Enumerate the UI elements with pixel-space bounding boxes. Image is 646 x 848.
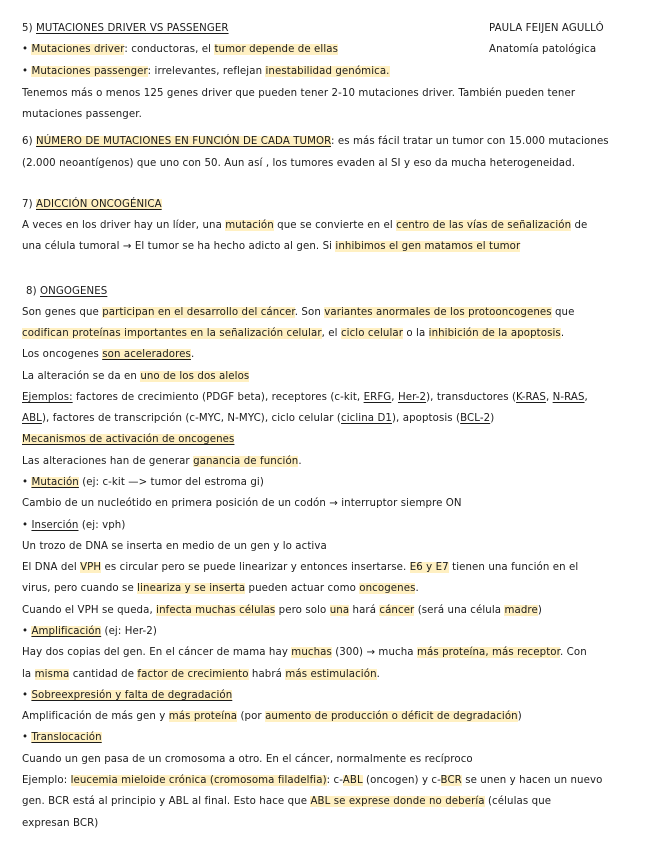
note-text: o la xyxy=(403,328,429,339)
highlighted-text: BCL-2 xyxy=(460,413,491,424)
note-line xyxy=(22,391,588,405)
highlighted-text: ciclo celular xyxy=(340,328,404,339)
highlighted-text: inhibimos el gen matamos el tumor xyxy=(335,241,521,252)
note-line xyxy=(22,370,249,384)
highlighted-text: mutación xyxy=(225,220,274,231)
note-line xyxy=(22,157,575,171)
note-line xyxy=(22,795,551,809)
note-text: . xyxy=(190,349,195,360)
note-line xyxy=(22,519,125,533)
note-text: • xyxy=(22,690,32,701)
highlighted-text: K-RAS xyxy=(516,392,546,403)
highlighted-text: ganancia de función xyxy=(193,456,299,467)
highlighted-text: Amplificación xyxy=(31,626,102,637)
note-line xyxy=(22,240,520,254)
note-line xyxy=(22,497,462,511)
note-line xyxy=(22,710,522,724)
note-text: , xyxy=(584,392,588,403)
highlighted-text: Mecanismos de activación de oncogenes xyxy=(22,434,235,445)
highlighted-text: Mutaciones passenger xyxy=(31,66,148,77)
note-text: Cuando un gen pasa de un cromosoma a otro. En el cáncer, normalmente es recíproco xyxy=(22,754,473,765)
note-text: ) xyxy=(537,605,542,616)
note-text: . Con xyxy=(559,647,587,658)
highlighted-text: participan en el desarrollo del cáncer xyxy=(102,307,295,318)
note-text: 5) xyxy=(22,23,36,34)
highlighted-text: ABL se exprese donde no debería xyxy=(310,796,485,807)
note-text: (será una célula xyxy=(414,605,505,616)
highlighted-text: una xyxy=(329,605,350,616)
note-text: ), factores de transcripción (c-MYC, N-MYC), ciclo celular ( xyxy=(41,413,342,424)
note-line xyxy=(22,198,162,212)
note-text: Las alteraciones han de generar xyxy=(22,456,194,467)
note-line xyxy=(22,306,575,320)
highlighted-text: centro de las vías de señalización xyxy=(396,220,572,231)
note-text: : irrelevantes, reflejan xyxy=(147,66,266,77)
note-text: • xyxy=(22,44,32,55)
note-line xyxy=(22,817,98,831)
highlighted-text: Ejemplos: xyxy=(22,392,73,403)
note-text: Tenemos más o menos 125 genes driver que pueden tener 2-10 mutaciones driver. También pueden tener xyxy=(22,88,576,99)
highlighted-text: cáncer xyxy=(379,605,415,616)
highlighted-text: variantes anormales de los protooncogenes xyxy=(324,307,552,318)
note-line xyxy=(22,108,142,122)
note-text: una célula tumoral → El tumor se ha hecho adicto al gen. Si xyxy=(22,241,336,252)
highlighted-text: infecta muchas células xyxy=(156,605,276,616)
note-text: Cuando el VPH se queda, xyxy=(22,605,157,616)
highlighted-text: lineariza y se inserta xyxy=(137,583,246,594)
note-line xyxy=(22,731,102,745)
note-text: tienen una función en el xyxy=(448,562,579,573)
highlighted-text: Translocación xyxy=(31,732,102,743)
highlighted-text: BCR xyxy=(440,775,462,786)
note-line xyxy=(22,348,194,362)
note-text: El DNA del xyxy=(22,562,81,573)
note-line xyxy=(22,689,232,703)
note-line xyxy=(22,646,587,660)
note-text: Cambio de un nucleótido en primera posición de un codón → interruptor siempre ON xyxy=(22,498,462,509)
highlighted-text: misma xyxy=(34,669,70,680)
note-text: (ej: c-kit —> tumor del estroma gi) xyxy=(78,477,264,488)
note-line xyxy=(22,43,338,57)
note-line xyxy=(22,412,494,426)
highlighted-text: más proteína xyxy=(168,711,238,722)
note-text: • xyxy=(22,66,32,77)
note-text: mutaciones passenger. xyxy=(22,109,142,120)
note-text: (por xyxy=(237,711,266,722)
note-text: (oncogen) y c- xyxy=(362,775,441,786)
note-text: la xyxy=(22,669,35,680)
note-text: . xyxy=(560,328,565,339)
highlighted-text: ONGOGENES xyxy=(40,286,108,297)
highlighted-text: más proteína, más receptor xyxy=(416,647,560,658)
highlighted-text: factor de crecimiento xyxy=(137,669,249,680)
note-text: Ejemplo: xyxy=(22,775,71,786)
highlighted-text: Her-2 xyxy=(397,392,427,403)
note-text: virus, pero cuando se xyxy=(22,583,138,594)
note-line xyxy=(22,476,264,490)
note-text: . Son xyxy=(294,307,325,318)
note-text: • xyxy=(22,477,32,488)
highlighted-text: uno de los dos alelos xyxy=(140,371,250,382)
note-line xyxy=(22,582,419,596)
note-text: : c- xyxy=(326,775,343,786)
note-text: pero solo xyxy=(275,605,330,616)
note-text: (ej: Her-2) xyxy=(101,626,157,637)
note-text: Hay dos copias del gen. En el cáncer de mama hay xyxy=(22,647,292,658)
note-text: habrá xyxy=(248,669,286,680)
note-text: Amplificación de más gen y xyxy=(22,711,169,722)
note-line xyxy=(22,561,578,575)
note-text: pueden actuar como xyxy=(245,583,360,594)
note-text: (células que xyxy=(484,796,552,807)
note-line xyxy=(22,219,587,233)
note-text: 6) xyxy=(22,136,36,147)
note-text: . xyxy=(298,456,302,467)
note-text: 7) xyxy=(22,199,36,210)
note-text: expresan BCR) xyxy=(22,818,99,829)
note-text: es circular pero se puede linearizar y entonces insertarse. xyxy=(101,562,410,573)
note-text: A veces en los driver hay un líder, una xyxy=(22,220,226,231)
note-line xyxy=(22,455,302,469)
highlighted-text: muchas xyxy=(291,647,332,658)
highlighted-text: inestabilidad genómica. xyxy=(265,66,390,77)
note-line xyxy=(22,668,380,682)
note-text: que se convierte en el xyxy=(273,220,397,231)
note-line xyxy=(26,285,107,299)
highlighted-text: N-RAS xyxy=(552,392,585,403)
note-text: • xyxy=(22,520,32,531)
highlighted-text: leucemia mieloide crónica (cromosoma filadelfia) xyxy=(70,775,327,786)
note-text: que xyxy=(551,307,575,318)
note-text: , xyxy=(545,392,553,403)
note-line xyxy=(22,774,602,788)
note-text: (2.000 neoantígenos) que uno con 50. Aun así , los tumores evaden al SI y eso da mucha heterogeneidad. xyxy=(22,158,576,169)
highlighted-text: codifican proteínas importantes en la señalización celular xyxy=(22,328,322,339)
highlighted-text: VPH xyxy=(80,562,102,573)
highlighted-text: ABL xyxy=(22,413,42,424)
subject-name: Anatomía patológica xyxy=(489,44,597,55)
note-text: • xyxy=(22,626,32,637)
highlighted-text: Inserción xyxy=(31,520,79,531)
note-line xyxy=(22,753,473,767)
highlighted-text: aumento de producción o déficit de degradación xyxy=(265,711,518,722)
highlighted-text: madre xyxy=(504,605,538,616)
note-text: ) xyxy=(517,711,522,722)
note-text: (300) → mucha xyxy=(331,647,417,658)
note-line xyxy=(22,65,390,79)
highlighted-text: Mutaciones driver xyxy=(31,44,125,55)
note-line xyxy=(22,327,564,341)
highlighted-text: E6 y E7 xyxy=(409,562,449,573)
note-line xyxy=(22,135,609,149)
highlighted-text: MUTACIONES DRIVER VS PASSENGER xyxy=(36,23,229,34)
note-text: , el xyxy=(321,328,341,339)
highlighted-text: inhibición de la apoptosis xyxy=(428,328,561,339)
note-text: ) xyxy=(490,413,495,424)
highlighted-text: oncogenes xyxy=(359,583,416,594)
highlighted-text: son aceleradores xyxy=(102,349,191,360)
note-line xyxy=(22,540,327,554)
note-text: . xyxy=(376,669,380,680)
author-name: PAULA FEIJEN AGULLÓ xyxy=(489,23,604,34)
note-line xyxy=(22,433,234,447)
note-text: factores de crecimiento (PDGF beta), receptores (c-kit, xyxy=(72,392,364,403)
highlighted-text: ciclina D1 xyxy=(341,413,392,424)
note-text: Los oncogenes xyxy=(22,349,103,360)
note-text: ), apoptosis ( xyxy=(391,413,461,424)
highlighted-text: ADICCIÓN ONCOGÉNICA xyxy=(36,199,162,210)
highlighted-text: más estimulación xyxy=(285,669,377,680)
note-text: se unen y hacen un nuevo xyxy=(461,775,603,786)
note-line xyxy=(22,604,542,618)
note-text: (ej: vph) xyxy=(78,520,126,531)
note-text: cantidad de xyxy=(69,669,138,680)
note-text: : es más fácil tratar un tumor con 15.000 mutaciones xyxy=(330,136,609,147)
note-text: . xyxy=(415,583,419,594)
highlighted-text: ERFG xyxy=(363,392,392,403)
highlighted-text: NÚMERO DE MUTACIONES EN FUNCIÓN DE CADA TUMOR xyxy=(36,136,331,147)
note-text: Son genes que xyxy=(22,307,103,318)
note-text: hará xyxy=(349,605,380,616)
highlighted-text: ABL xyxy=(342,775,363,786)
note-text: de xyxy=(571,220,588,231)
note-text: : conductoras, el xyxy=(124,44,215,55)
note-text: La alteración se da en xyxy=(22,371,141,382)
note-line xyxy=(22,625,157,639)
note-text: 8) xyxy=(26,286,40,297)
note-text: ), transductores ( xyxy=(426,392,517,403)
note-text: gen. BCR está al principio y ABL al final. Esto hace que xyxy=(22,796,311,807)
note-text: • xyxy=(22,732,32,743)
highlighted-text: Sobreexpresión y falta de degradación xyxy=(31,690,233,701)
highlighted-text: Mutación xyxy=(31,477,79,488)
note-line xyxy=(22,87,575,101)
note-text: Un trozo de DNA se inserta en medio de un gen y lo activa xyxy=(22,541,327,552)
highlighted-text: tumor depende de ellas xyxy=(214,44,339,55)
note-text: , xyxy=(391,392,398,403)
note-line xyxy=(22,22,229,36)
